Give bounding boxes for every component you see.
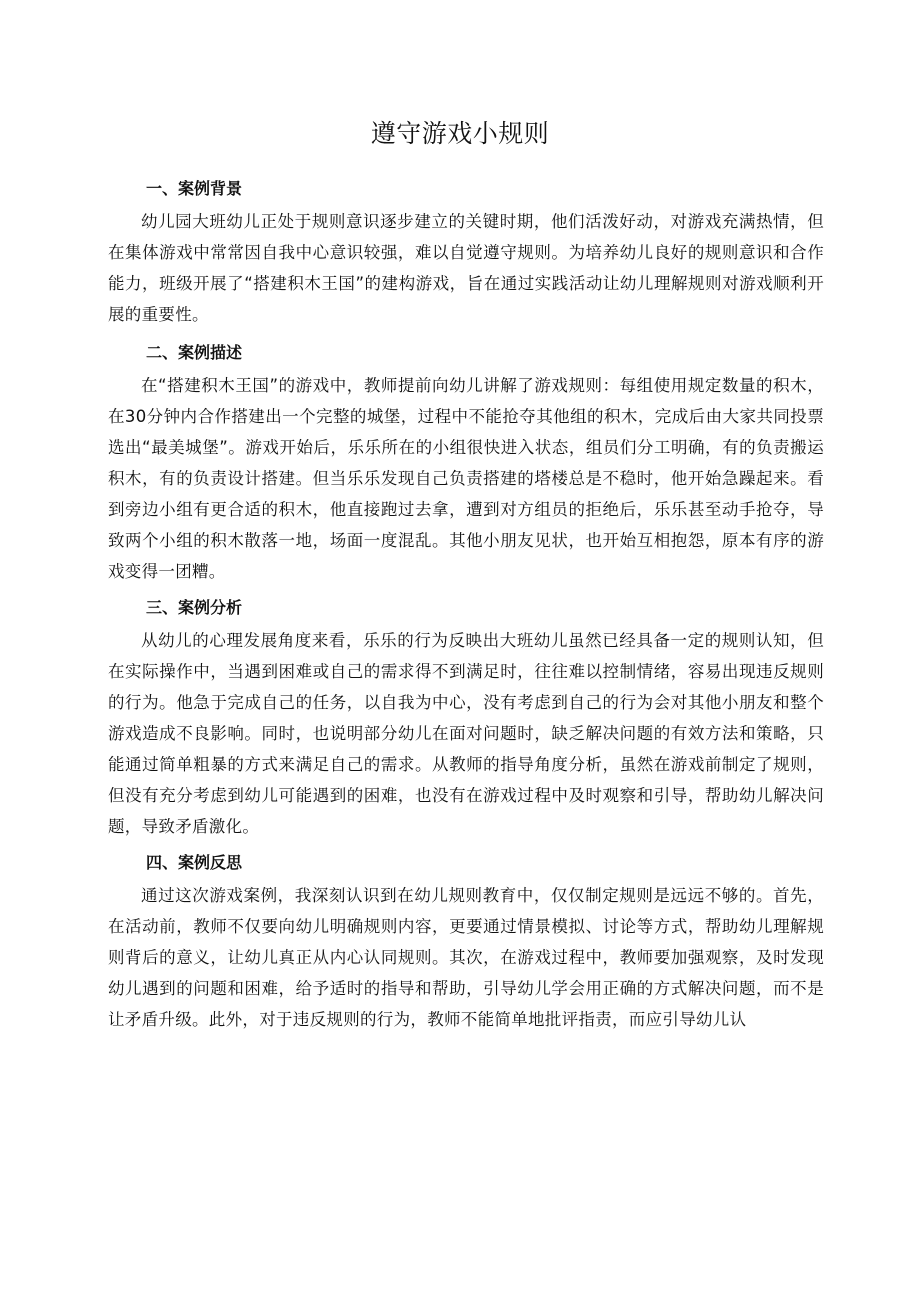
section-paragraph: 从幼儿的心理发展角度来看，乐乐的行为反映出大班幼儿虽然已经具备一定的规则认知，但在实际操作中，当遇到困难或自己的需求得不到满足时，往往难以控制情绪，容易出现违反规则的行为。他急于完成自己的任务，以自我为中心，没有考虑到自己的行为会对其他小朋友和整个游戏造成不良影响。同时，也说明部分幼儿在面对问题时，缺乏解决问题的有效方法和策略，只能通过简单粗暴的方式来满足自己的需求。从教师的指导角度分析，虽然在游戏前制定了规则，但没有充分考虑到幼儿可能遇到的困难，也没有在游戏过程中及时观察和引导，帮助幼儿解决问题，导致矛盾激化。 — [108, 631, 824, 836]
document-body — [108, 172, 824, 1039]
section-heading: 四、案例反思 — [146, 853, 243, 872]
section-heading: 二、案例描述 — [146, 343, 243, 362]
section-background — [108, 172, 824, 330]
section-paragraph: 在“搭建积木王国”的游戏中，教师提前向幼儿讲解了游戏规则：每组使用规定数量的积木，在30分钟内合作搭建出一个完整的城堡，过程中不能抢夺其他组的积木，完成后由大家共同投票选出“最美城堡”。游戏开始后，乐乐所在的小组很快进入状态，组员们分工明确，有的负责搬运积木，有的负责设计搭建。但当乐乐发现自己负责搭建的塔楼总是不稳时，他开始急躁起来。看到旁边小组有更合适的积木，他直接跑过去拿，遭到对方组员的拒绝后，乐乐甚至动手抢夺，导致两个小组的积木散落一地，场面一度混乱。其他小朋友见状，也开始互相抱怨，原本有序的游戏变得一团糟。 — [108, 376, 824, 581]
section-analysis — [108, 591, 824, 842]
section-description — [108, 336, 824, 587]
section-paragraph: 幼儿园大班幼儿正处于规则意识逐步建立的关键时期，他们活泼好动，对游戏充满热情，但在集体游戏中常常因自我中心意识较强，难以自觉遵守规则。为培养幼儿良好的规则意识和合作能力，班级开展了“搭建积木王国”的建构游戏，旨在通过实践活动让幼儿理解规则对游戏顺利开展的重要性。 — [108, 212, 824, 324]
section-heading: 一、案例背景 — [146, 179, 243, 198]
section-reflection — [108, 846, 824, 1035]
section-heading: 三、案例分析 — [146, 598, 243, 617]
section-paragraph: 通过这次游戏案例，我深刻认识到在幼儿规则教育中，仅仅制定规则是远远不够的。首先，在活动前，教师不仅要向幼儿明确规则内容，更要通过情景模拟、讨论等方式，帮助幼儿理解规则背后的意义，让幼儿真正从内心认同规则。其次，在游戏过程中，教师要加强观察，及时发现幼儿遇到的问题和困难，给予适时的指导和帮助，引导幼儿学会用正确的方式解决问题，而不是让矛盾升级。此外，对于违反规则的行为，教师不能简单地批评指责，而应引导幼儿认 — [108, 886, 824, 1029]
page-title: 遵守游戏小规则 — [370, 119, 550, 148]
